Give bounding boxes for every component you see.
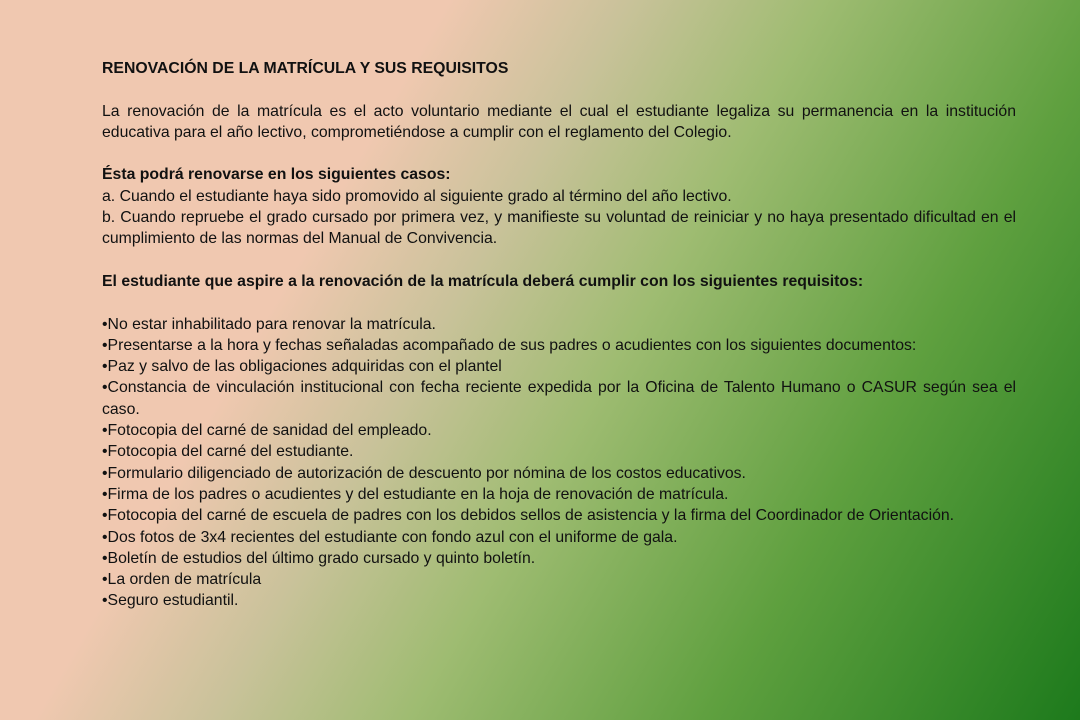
list-item-text: Presentarse a la hora y fechas señaladas acompañado de sus padres o acudientes con los siguientes documentos: bbox=[107, 336, 917, 354]
list-item bbox=[102, 548, 1016, 569]
bullet-icon: • bbox=[102, 315, 108, 333]
slide-content bbox=[102, 58, 1016, 612]
bullet-icon: • bbox=[102, 336, 108, 354]
list-item bbox=[102, 505, 1016, 526]
list-item bbox=[102, 314, 1016, 335]
list-item bbox=[102, 420, 1016, 441]
list-item-text: Fotocopia del carné de sanidad del empleado. bbox=[107, 422, 432, 440]
list-item bbox=[102, 569, 1016, 590]
bullet-icon: • bbox=[102, 464, 108, 482]
bullet-icon: • bbox=[102, 379, 108, 397]
spacer bbox=[102, 250, 1016, 271]
bullet-icon: • bbox=[102, 549, 108, 567]
list-item bbox=[102, 335, 1016, 356]
list-item-text: Dos fotos de 3x4 recientes del estudiante con fondo azul con el uniforme de gala. bbox=[107, 528, 678, 546]
list-item-text: Seguro estudiantil. bbox=[107, 592, 239, 610]
list-item bbox=[102, 441, 1016, 462]
spacer bbox=[102, 143, 1016, 164]
bullet-icon: • bbox=[102, 592, 108, 610]
list-item bbox=[102, 484, 1016, 505]
list-item-text: Formulario diligenciado de autorización de descuento por nómina de los costos educativos. bbox=[107, 464, 746, 482]
bullet-icon: • bbox=[102, 422, 108, 440]
list-item-text: No estar inhabilitado para renovar la matrícula. bbox=[107, 315, 436, 333]
list-item-text: Boletín de estudios del último grado cursado y quinto boletín. bbox=[107, 549, 536, 567]
bullet-icon: • bbox=[102, 528, 108, 546]
page-title: RENOVACIÓN DE LA MATRÍCULA Y SUS REQUISITOS bbox=[102, 60, 509, 77]
spacer bbox=[102, 292, 1016, 313]
list-item-text: La orden de matrícula bbox=[107, 571, 262, 589]
list-item-text: Fotocopia del carné del estudiante. bbox=[107, 443, 354, 461]
list-item bbox=[102, 463, 1016, 484]
bullet-icon: • bbox=[102, 358, 108, 376]
requirements-heading: El estudiante que aspire a la renovación de la matrícula deberá cumplir con los siguientes requisitos: bbox=[102, 272, 864, 290]
list-item-text: Firma de los padres o acudientes y del estudiante en la hoja de renovación de matrícula. bbox=[107, 485, 729, 503]
list-item-text: Constancia de vinculación institucional con fecha reciente expedida por la Oficina de Talento Humano o CASUR según sea el caso. bbox=[102, 379, 1016, 418]
requirements-list bbox=[102, 314, 1016, 612]
case-item-a: a. Cuando el estudiante haya sido promovido al siguiente grado al término del año lectivo. bbox=[102, 187, 732, 205]
bullet-icon: • bbox=[102, 485, 108, 503]
bullet-icon: • bbox=[102, 443, 108, 461]
bullet-icon: • bbox=[102, 571, 108, 589]
list-item bbox=[102, 356, 1016, 377]
list-item-text: Paz y salvo de las obligaciones adquiridas con el plantel bbox=[107, 358, 502, 376]
list-item-text: Fotocopia del carné de escuela de padres con los debidos sellos de asistencia y la firma del Coordinador de Orientación. bbox=[107, 507, 955, 525]
bullet-icon: • bbox=[102, 507, 108, 525]
intro-paragraph: La renovación de la matrícula es el acto voluntario mediante el cual el estudiante legaliza su permanencia en la institución educativa para el año lectivo, comprometiéndose a cumplir con el reglamento del Colegio. bbox=[102, 102, 1016, 141]
spacer bbox=[102, 79, 1016, 100]
case-item-b: b. Cuando repruebe el grado cursado por primera vez, y manifieste su voluntad de reiniciar y no haya presentado dificultad en el cumplimiento de las normas del Manual de Convivencia. bbox=[102, 209, 1016, 248]
list-item bbox=[102, 527, 1016, 548]
list-item bbox=[102, 590, 1016, 611]
cases-heading: Ésta podrá renovarse en los siguientes casos: bbox=[102, 166, 451, 184]
list-item bbox=[102, 377, 1016, 420]
